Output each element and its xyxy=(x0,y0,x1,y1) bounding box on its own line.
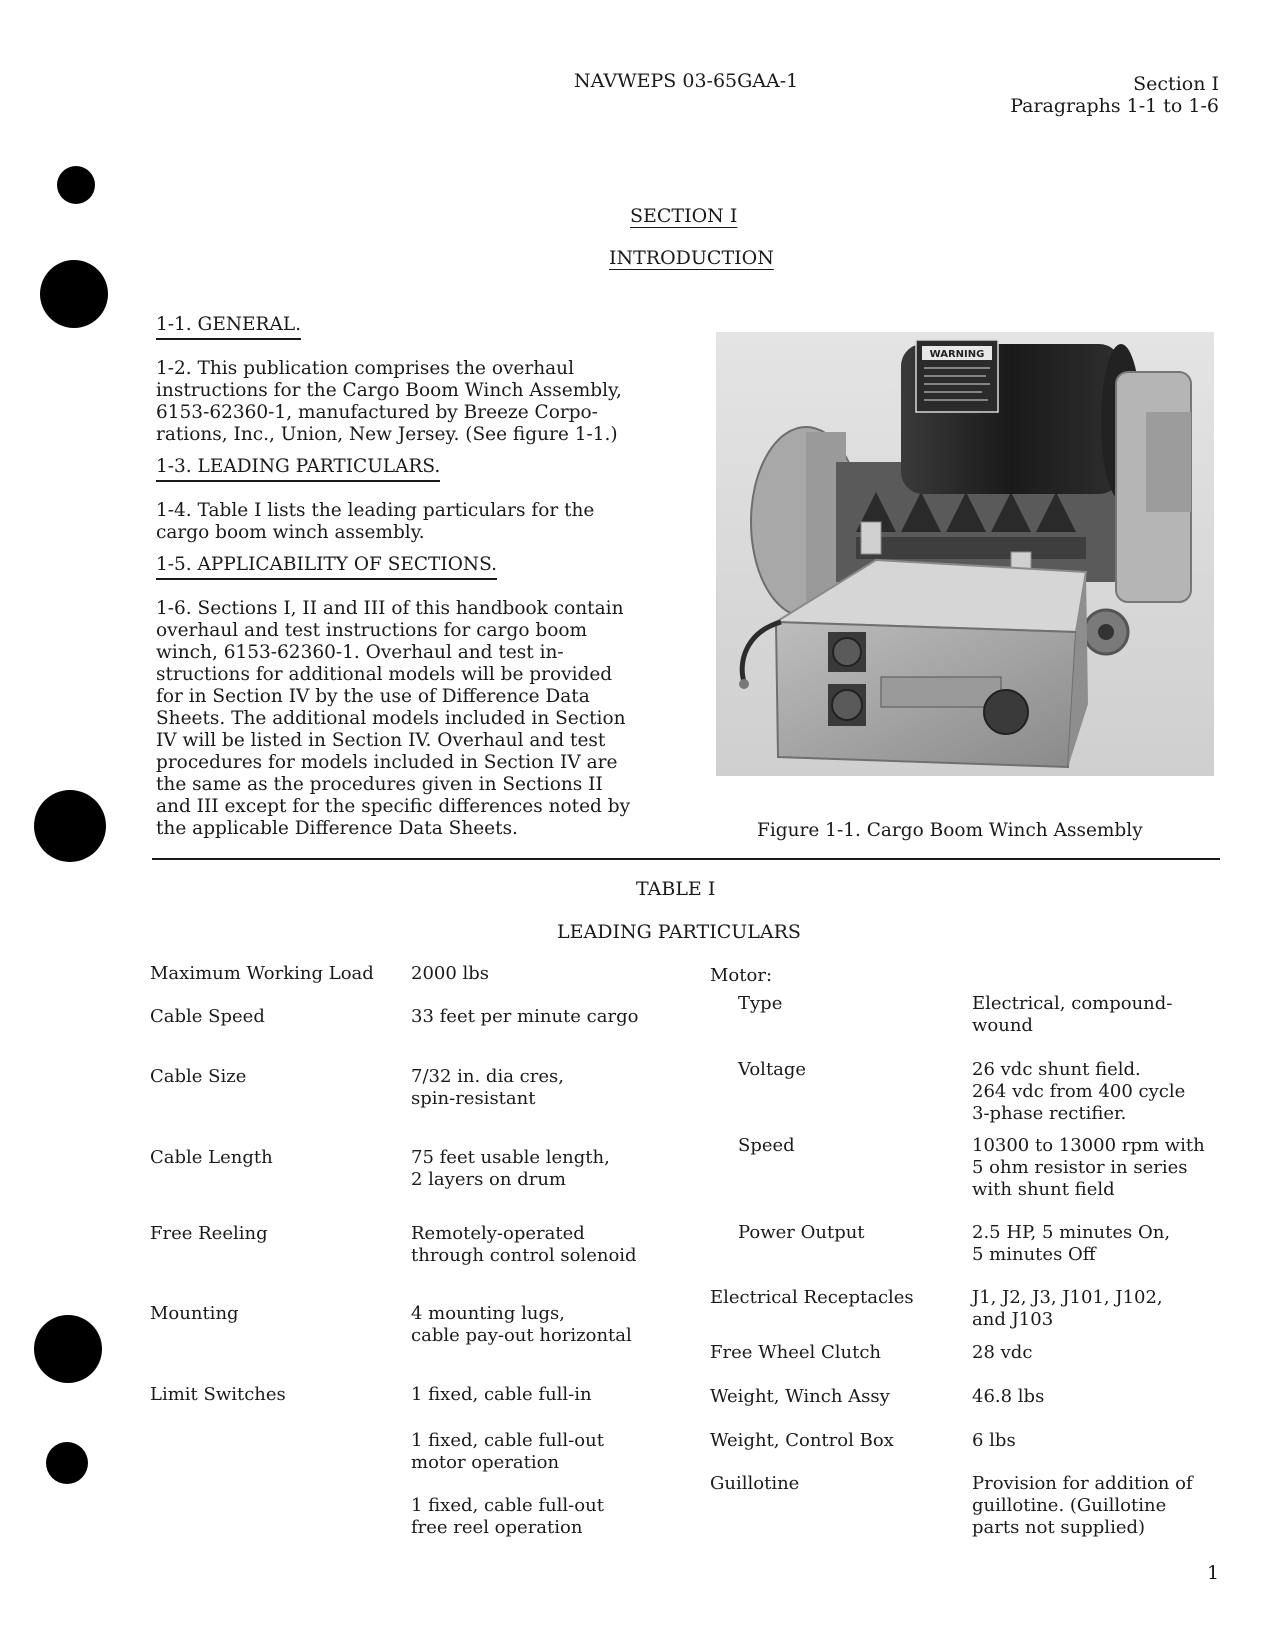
punch-hole xyxy=(34,790,106,862)
table-label: Weight, Control Box xyxy=(710,1430,894,1451)
table-value: Provision for addition of guillotine. (Guillotine parts not supplied) xyxy=(972,1473,1193,1538)
table-label: Voltage xyxy=(738,1059,807,1080)
section-subtitle: INTRODUCTION xyxy=(609,247,774,269)
section-ref: Section I xyxy=(1133,73,1219,95)
table-label: Mounting xyxy=(150,1303,239,1324)
table-value: 4 mounting lugs, cable pay-out horizontal xyxy=(411,1303,632,1346)
table-value: 33 feet per minute cargo xyxy=(411,1006,639,1027)
punch-hole xyxy=(57,166,95,204)
table-label: Free Reeling xyxy=(150,1223,268,1244)
doc-number: NAVWEPS 03-65GAA-1 xyxy=(574,70,799,92)
punch-hole xyxy=(46,1442,88,1484)
punch-hole xyxy=(34,1315,102,1383)
table-value: 28 vdc xyxy=(972,1342,1033,1363)
table-value: Remotely-operated through control solenoid xyxy=(411,1223,637,1266)
table-label: Maximum Working Load xyxy=(150,963,374,984)
table-label: Weight, Winch Assy xyxy=(710,1386,890,1407)
table-value: 10300 to 13000 rpm with 5 ohm resistor in series with shunt field xyxy=(972,1135,1205,1200)
winch-assembly-photo xyxy=(716,332,1214,776)
table-label: Cable Size xyxy=(150,1066,247,1087)
table-value: 1 fixed, cable full-in xyxy=(411,1384,592,1405)
table-label: Type xyxy=(738,993,783,1014)
section-divider xyxy=(152,858,1220,860)
winch-illustration xyxy=(716,332,1214,776)
table-value: Electrical, compound- wound xyxy=(972,993,1173,1036)
table-value: 1 fixed, cable full-out motor operation xyxy=(411,1430,604,1473)
table-label: Power Output xyxy=(738,1222,865,1243)
paragraph-1-4: 1-4. Table I lists the leading particulars for the cargo boom winch assembly. xyxy=(156,500,595,543)
motor-label: Motor: xyxy=(710,965,773,986)
table-value: 7/32 in. dia cres, spin-resistant xyxy=(411,1066,564,1109)
table-value: 2.5 HP, 5 minutes On, 5 minutes Off xyxy=(972,1222,1171,1265)
table-value: J1, J2, J3, J101, J102, and J103 xyxy=(972,1287,1163,1330)
table-label: Electrical Receptacles xyxy=(710,1287,914,1308)
table-value: 26 vdc shunt field. 264 vdc from 400 cycle 3-phase rectifier. xyxy=(972,1059,1186,1124)
warning-label: WARNING xyxy=(929,349,985,360)
table-label: Limit Switches xyxy=(150,1384,286,1405)
heading-general: 1-1. GENERAL. xyxy=(156,314,301,340)
page-number: 1 xyxy=(1207,1562,1220,1584)
section-title: SECTION I xyxy=(630,205,738,227)
figure-caption: Figure 1-1. Cargo Boom Winch Assembly xyxy=(757,820,1143,841)
table-value: 6 lbs xyxy=(972,1430,1016,1451)
table-value: 75 feet usable length, 2 layers on drum xyxy=(411,1147,610,1190)
punch-hole xyxy=(40,260,108,328)
heading-leading-particulars: 1-3. LEADING PARTICULARS. xyxy=(156,456,440,482)
table-title: TABLE I xyxy=(636,878,716,900)
table-value: 2000 lbs xyxy=(411,963,490,984)
table-label: Free Wheel Clutch xyxy=(710,1342,882,1363)
table-value: 46.8 lbs xyxy=(972,1386,1045,1407)
table-value: 1 fixed, cable full-out free reel operation xyxy=(411,1495,604,1538)
table-label: Cable Length xyxy=(150,1147,273,1168)
table-label: Cable Speed xyxy=(150,1006,265,1027)
paragraph-1-2: 1-2. This publication comprises the overhaul instructions for the Cargo Boom Winch Assembly, 6153-62360-1, manufactured by Breeze Corpo- rations, Inc., Union, New Jersey. (See figure 1-1.) xyxy=(156,358,622,445)
table-subtitle: LEADING PARTICULARS xyxy=(557,921,801,943)
table-label: Guillotine xyxy=(710,1473,800,1494)
paragraph-1-6: 1-6. Sections I, II and III of this handbook contain overhaul and test instructions for cargo boom winch, 6153-62360-1. Overhaul and test in- structions for additional models will be provided for in Section IV by the use of Difference Data Sheets. The additional models included in Section IV will be listed in Section IV. Overhaul and test procedures for models included in Section IV are the same as the procedures given in Sections II and III except for the specific differences noted by the applicable Difference Data Sheets. xyxy=(156,598,631,839)
paragraph-ref: Paragraphs 1-1 to 1-6 xyxy=(1010,95,1219,117)
table-label: Speed xyxy=(738,1135,795,1156)
heading-applicability: 1-5. APPLICABILITY OF SECTIONS. xyxy=(156,554,497,580)
body-text xyxy=(156,314,676,840)
